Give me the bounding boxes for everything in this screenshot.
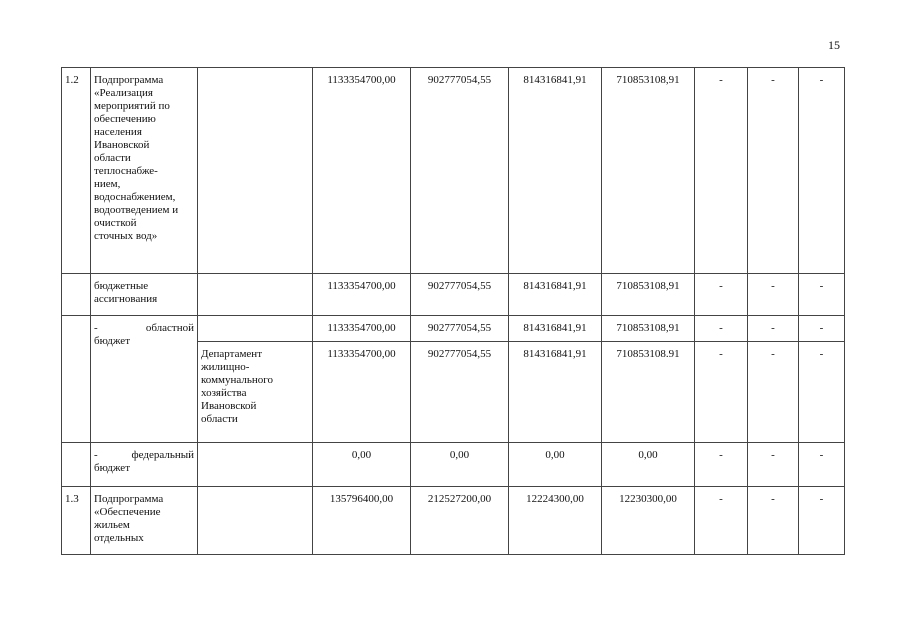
- value-cell: 12230300,00: [602, 487, 695, 555]
- row-index: 1.2: [62, 68, 91, 274]
- value-cell: -: [748, 68, 799, 274]
- table-row: [62, 68, 845, 274]
- value-cell: -: [799, 274, 845, 316]
- row-name: Подпрограмма «Обеспечение жильем отдельных: [91, 487, 198, 555]
- value-cell: 710853108,91: [602, 316, 695, 342]
- row-executor: [198, 487, 313, 555]
- budget-table: [61, 67, 845, 555]
- value-cell: 0,00: [602, 443, 695, 487]
- value-cell: 902777054,55: [411, 274, 509, 316]
- value-cell: -: [695, 316, 748, 342]
- table-row: [62, 274, 845, 316]
- value-cell: -: [695, 342, 748, 443]
- row-name: Подпрограмма «Реализация мероприятий по обеспечению населения Ивановской области теплоснабже- нием, водоснабжением, водоотведением и очисткой сточных вод»: [91, 68, 198, 274]
- row-executor: [198, 68, 313, 274]
- table-row: [62, 316, 845, 342]
- value-cell: -: [695, 68, 748, 274]
- value-cell: 710853108,91: [602, 274, 695, 316]
- value-cell: 12224300,00: [509, 487, 602, 555]
- value-cell: -: [799, 342, 845, 443]
- value-cell: -: [695, 274, 748, 316]
- row-executor: [198, 316, 313, 342]
- page-number: 15: [828, 38, 840, 52]
- value-cell: 1133354700,00: [313, 342, 411, 443]
- value-cell: -: [748, 274, 799, 316]
- table-row: [62, 443, 845, 487]
- value-cell: -: [799, 316, 845, 342]
- value-cell: -: [748, 443, 799, 487]
- value-cell: 710853108,91: [602, 68, 695, 274]
- row-index: 1.3: [62, 487, 91, 555]
- value-cell: 814316841,91: [509, 342, 602, 443]
- value-cell: 0,00: [411, 443, 509, 487]
- value-cell: 814316841,91: [509, 316, 602, 342]
- value-cell: 814316841,91: [509, 274, 602, 316]
- value-cell: 212527200,00: [411, 487, 509, 555]
- value-cell: 1133354700,00: [313, 68, 411, 274]
- value-cell: 902777054,55: [411, 316, 509, 342]
- value-cell: 1133354700,00: [313, 316, 411, 342]
- row-name: - областной бюджет: [91, 316, 198, 443]
- row-executor: [198, 274, 313, 316]
- value-cell: 0,00: [313, 443, 411, 487]
- value-cell: 0,00: [509, 443, 602, 487]
- row-name: бюджетные ассигнования: [91, 274, 198, 316]
- value-cell: -: [799, 443, 845, 487]
- value-cell: -: [695, 443, 748, 487]
- value-cell: -: [748, 487, 799, 555]
- value-cell: -: [799, 487, 845, 555]
- row-index: [62, 274, 91, 316]
- row-name: - федеральный бюджет: [91, 443, 198, 487]
- value-cell: -: [748, 342, 799, 443]
- table-row: [62, 487, 845, 555]
- row-executor: [198, 443, 313, 487]
- value-cell: -: [748, 316, 799, 342]
- value-cell: -: [799, 68, 845, 274]
- value-cell: 1133354700,00: [313, 274, 411, 316]
- value-cell: 902777054,55: [411, 342, 509, 443]
- value-cell: 710853108.91: [602, 342, 695, 443]
- row-executor: Департамент жилищно- коммунального хозяйства Ивановской области: [198, 342, 313, 443]
- value-cell: -: [695, 487, 748, 555]
- row-index: [62, 316, 91, 443]
- row-index: [62, 443, 91, 487]
- value-cell: 814316841,91: [509, 68, 602, 274]
- value-cell: 135796400,00: [313, 487, 411, 555]
- value-cell: 902777054,55: [411, 68, 509, 274]
